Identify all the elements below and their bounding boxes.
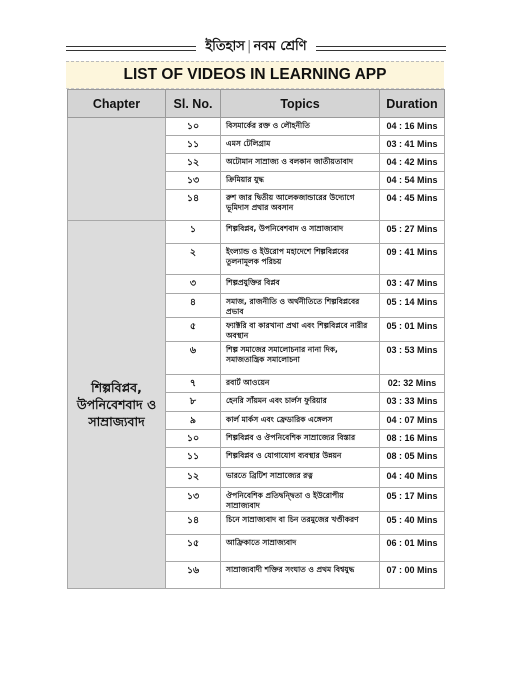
video-list-banner: LIST OF VIDEOS IN LEARNING APP — [66, 61, 444, 89]
duration-cell: 08 : 05 Mins — [380, 448, 445, 468]
chapter-cell — [68, 118, 166, 221]
duration-cell: 04 : 40 Mins — [380, 468, 445, 488]
duration-cell: 04 : 07 Mins — [380, 412, 445, 430]
chapter-cell: শিল্পবিপ্লব, উপনিবেশবাদ ও সাম্রাজ্যবাদ — [68, 221, 166, 589]
serial-number-cell: ১৫ — [166, 535, 221, 562]
serial-number-cell: ৬ — [166, 342, 221, 375]
serial-number-cell: ৯ — [166, 412, 221, 430]
duration-cell: 05 : 27 Mins — [380, 221, 445, 244]
duration-cell: 03 : 33 Mins — [380, 393, 445, 412]
topic-cell: ফ্যাক্টরি বা কারখানা প্রথা এবং শিল্পবিপ্লবে নারীর অবস্থান — [221, 318, 380, 342]
serial-number-cell: ১১ — [166, 448, 221, 468]
serial-number-cell: ৩ — [166, 275, 221, 294]
duration-cell: 05 : 17 Mins — [380, 488, 445, 512]
serial-number-cell: ১ — [166, 221, 221, 244]
serial-number-cell: ১৬ — [166, 562, 221, 589]
topic-cell: ক্রিমিয়ার যুদ্ধ — [221, 172, 380, 190]
duration-cell: 04 : 54 Mins — [380, 172, 445, 190]
duration-cell: 04 : 42 Mins — [380, 154, 445, 172]
duration-cell: 05 : 40 Mins — [380, 512, 445, 535]
video-list-table — [67, 89, 445, 589]
table-body — [68, 118, 445, 589]
topic-cell: শিল্পবিপ্লব ও যোগাযোগ ব্যবস্থার উন্নয়ন — [221, 448, 380, 468]
topic-cell: শিল্প সমাজের সমালোচনার নানা দিক, সমাজতান্ত্রিক সমালোচনা — [221, 342, 380, 375]
serial-number-cell: ১৩ — [166, 488, 221, 512]
column-header-sl-no: Sl. No. — [166, 90, 221, 118]
topic-cell: অটোমান সাম্রাজ্য ও বলকান জাতীয়তাবাদ — [221, 154, 380, 172]
duration-cell: 04 : 16 Mins — [380, 118, 445, 136]
header-class: নবম শ্রেণি — [253, 39, 307, 54]
serial-number-cell: ১৪ — [166, 512, 221, 535]
duration-cell: 05 : 14 Mins — [380, 294, 445, 318]
serial-number-cell: ৮ — [166, 393, 221, 412]
serial-number-cell: ১২ — [166, 154, 221, 172]
topic-cell: রুশ জার দ্বিতীয় আলেকজান্ডারের উদ্যোগে ভূমিদাস প্রথার অবসান — [221, 190, 380, 221]
serial-number-cell: ১১ — [166, 136, 221, 154]
topic-cell: সমাজ, রাজনীতি ও অর্থনীতিতে শিল্পবিপ্লবের প্রভাব — [221, 294, 380, 318]
duration-cell: 07 : 00 Mins — [380, 562, 445, 589]
duration-cell: 04 : 45 Mins — [380, 190, 445, 221]
column-header-topics: Topics — [221, 90, 380, 118]
topic-cell: শিল্পবিপ্লব, উপনিবেশবাদ ও সাম্রাজ্যবাদ — [221, 221, 380, 244]
topic-cell: শিল্পপ্রযুক্তির বিপ্লব — [221, 275, 380, 294]
duration-cell: 09 : 41 Mins — [380, 244, 445, 275]
column-header-duration: Duration — [380, 90, 445, 118]
topic-cell: বিসমার্কের রক্ত ও লৌহনীতি — [221, 118, 380, 136]
header-title — [198, 38, 314, 56]
header-rule-right — [316, 46, 446, 51]
topic-cell: সাম্রাজ্যবাদী শক্তির সংঘাত ও প্রথম বিশ্বযুদ্ধ — [221, 562, 380, 589]
serial-number-cell: ১৩ — [166, 172, 221, 190]
serial-number-cell: ২ — [166, 244, 221, 275]
header-separator: | — [246, 39, 252, 54]
duration-cell: 03 : 53 Mins — [380, 342, 445, 375]
page-header — [66, 38, 446, 56]
topic-cell: শিল্পবিপ্লব ও ঔপনিবেশিক সাম্রাজ্যের বিস্তার — [221, 430, 380, 448]
duration-cell: 03 : 41 Mins — [380, 136, 445, 154]
serial-number-cell: ৫ — [166, 318, 221, 342]
topic-cell: চিনে সাম্রাজ্যবাদ বা চিন তরমুজের খণ্ডীকরণ — [221, 512, 380, 535]
serial-number-cell: ১০ — [166, 118, 221, 136]
duration-cell: 02: 32 Mins — [380, 375, 445, 393]
serial-number-cell: ৪ — [166, 294, 221, 318]
topic-cell: হেনরি সাঁয়মন এবং চার্লস ফুরিয়ার — [221, 393, 380, 412]
topic-cell: এমস টেলিগ্রাম — [221, 136, 380, 154]
topic-cell: ঔপনিবেশিক প্রতিদ্বন্দ্বিতা ও ইউরোপীয় সাম্রাজ্যবাদ — [221, 488, 380, 512]
topic-cell: কার্ল মার্কস এবং ফ্রেডারিক এঙ্গেলস — [221, 412, 380, 430]
duration-cell: 03 : 47 Mins — [380, 275, 445, 294]
table-header-row — [68, 90, 445, 118]
topic-cell: ভারতে ব্রিটিশ সাম্রাজ্যের রত্ন — [221, 468, 380, 488]
topic-cell: আফ্রিকাতে সাম্রাজ্যবাদ — [221, 535, 380, 562]
header-rule-left — [66, 46, 196, 51]
duration-cell: 05 : 01 Mins — [380, 318, 445, 342]
topic-cell: ইংল্যান্ড ও ইউরোপ মহাদেশে শিল্পবিপ্লবের তুলনামূলক পরিচয় — [221, 244, 380, 275]
table-row — [68, 118, 445, 136]
duration-cell: 08 : 16 Mins — [380, 430, 445, 448]
column-header-chapter: Chapter — [68, 90, 166, 118]
topic-cell: রবার্ট আওয়েন — [221, 375, 380, 393]
serial-number-cell: ১৪ — [166, 190, 221, 221]
serial-number-cell: ৭ — [166, 375, 221, 393]
header-subject: ইতিহাস — [205, 39, 245, 54]
serial-number-cell: ১২ — [166, 468, 221, 488]
serial-number-cell: ১০ — [166, 430, 221, 448]
table-row — [68, 221, 445, 244]
duration-cell: 06 : 01 Mins — [380, 535, 445, 562]
